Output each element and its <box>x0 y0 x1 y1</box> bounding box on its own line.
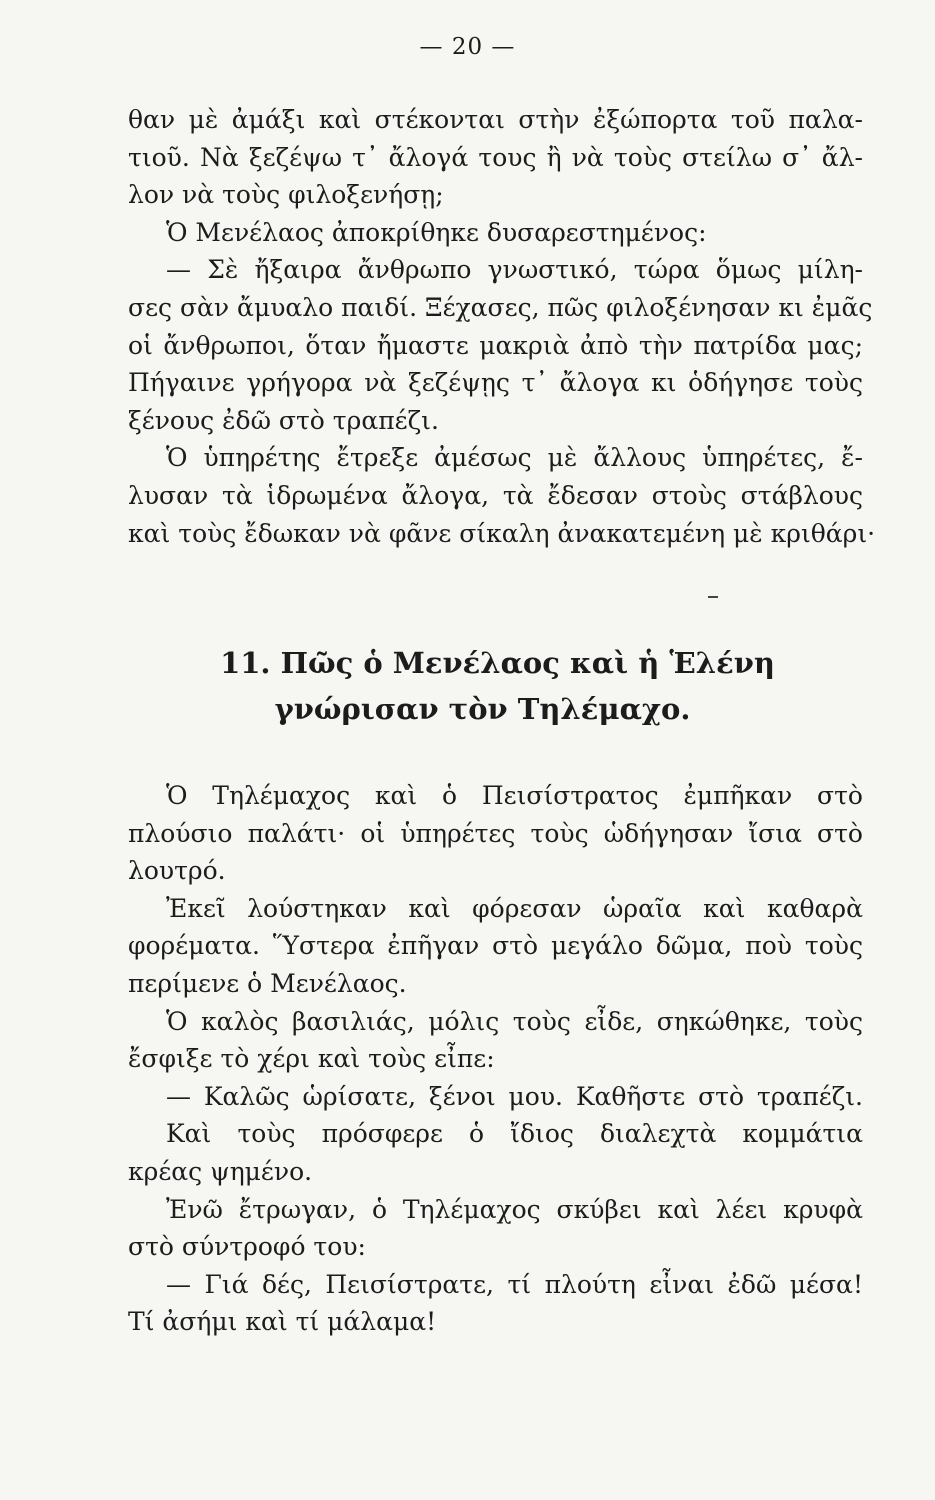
print-mark <box>708 596 718 598</box>
text-line: λυσαν τὰ ἱδρωμένα ἄλογα, τὰ ἔδεσαν στοὺς στάβλους <box>128 480 863 510</box>
text-line: τιοῦ. Νὰ ξεζέψω τ᾽ ἄλογά τους ἢ νὰ τοὺς στείλω σ᾽ ἄλ- <box>128 142 863 172</box>
text-line: Ὁ ὑπηρέτης ἔτρεξε ἀμέσως μὲ ἄλλους ὑπηρέτες, ἔ- <box>166 443 863 473</box>
text-line: καὶ τοὺς ἔδωκαν νὰ φᾶνε σίκαλη ἀνακατεμένη μὲ κριθάρι· <box>128 518 876 548</box>
text-line: Ἐκεῖ λούστηκαν καὶ φόρεσαν ὡραῖα καὶ καθαρὰ <box>166 893 863 923</box>
text-line: φορέματα. Ὕστερα ἐπῆγαν στὸ μεγάλο δῶμα, ποὺ τοὺς <box>128 931 863 961</box>
chapter-heading <box>0 640 935 732</box>
text-line: Τί ἀσήμι καὶ τί μάλαμα! <box>128 1307 437 1337</box>
text-line: οἱ ἄνθρωποι, ὅταν ἤμαστε μακριὰ ἀπὸ τὴν πατρίδα μας; <box>128 330 863 360</box>
text-line: λουτρό. <box>128 856 226 886</box>
text-line: Πήγαινε γρήγορα νὰ ξεζέψῃς τ᾽ ἄλογα κι ὁδήγησε τοὺς <box>128 368 863 398</box>
text-line: Καὶ τοὺς πρόσφερε ὁ ἴδιος διαλεχτὰ κομμάτια <box>166 1119 863 1149</box>
text-line: Ἐνῶ ἔτρωγαν, ὁ Τηλέμαχος σκύβει καὶ λέει κρυφὰ <box>166 1194 863 1224</box>
text-line: — Γιά δές, Πεισίστρατε, τί πλούτη εἶναι ἐδῶ μέσα! <box>166 1269 863 1299</box>
text-line: κρέας ψημένο. <box>128 1156 313 1186</box>
paragraphs-before-heading <box>128 101 876 552</box>
text-line: — Σὲ ἤξαιρα ἄνθρωπο γνωστικό, τώρα ὅμως μίλη- <box>166 255 863 285</box>
text-line: Ὁ Μενέλαος ἀποκρίθηκε δυσαρεστημένος: <box>166 217 707 247</box>
paragraphs-after-heading <box>128 777 863 1341</box>
text-line: Ὁ Τηλέμαχος καὶ ὁ Πεισίστρατος ἐμπῆκαν στὸ <box>166 781 863 810</box>
text-line: σες σὰν ἄμυαλο παιδί. Ξέχασες, πῶς φιλοξένησαν κι ἐμᾶς <box>128 292 873 322</box>
text-line: ἔσφιξε τὸ χέρι καὶ τοὺς εἶπε: <box>128 1044 495 1074</box>
text-line: ξένους ἐδῶ στὸ τραπέζι. <box>128 405 439 435</box>
text-line: περίμενε ὁ Μενέλαος. <box>128 968 407 998</box>
text-line: λον νὰ τοὺς φιλοξενήσῃ; <box>128 180 444 210</box>
text-line: — Καλῶς ὡρίσατε, ξένοι μου. Καθῆστε στὸ τραπέζι. <box>166 1081 863 1111</box>
text-line: πλούσιο παλάτι· οἱ ὑπηρέτες τοὺς ὡδήγησαν ἴσια στὸ <box>128 818 863 848</box>
text-line: Ὁ καλὸς βασιλιάς, μόλις τοὺς εἶδε, σηκώθηκε, τοὺς <box>166 1006 863 1036</box>
text-line: θαν μὲ ἀμάξι καὶ στέκονται στὴν ἐξώπορτα τοῦ παλα- <box>128 105 863 134</box>
chapter-heading-line-2: γνώρισαν τὸν Τηλέμαχο. <box>274 692 691 726</box>
chapter-heading-line-1: 11. Πῶς ὁ Μενέλαος καὶ ἡ Ἑλένη <box>220 646 775 680</box>
page-number: — 20 — <box>419 34 516 60</box>
text-line: στὸ σύντροφό του: <box>128 1232 366 1262</box>
